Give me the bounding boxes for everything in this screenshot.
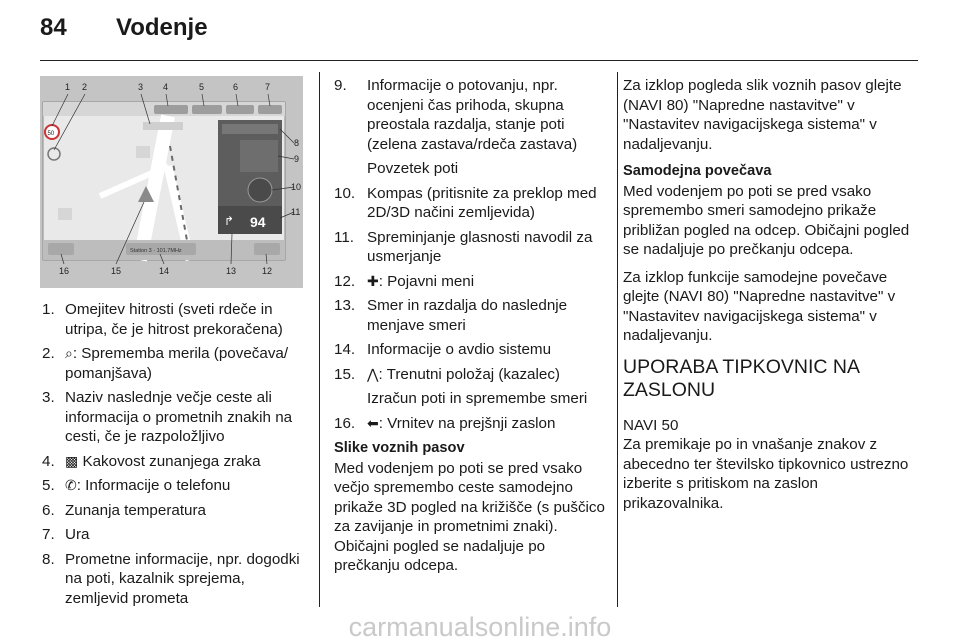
list-item: 16. ⬅: Vrnitev na prejšnji zaslon: [334, 414, 556, 432]
column-divider-1: [319, 72, 320, 607]
speed-limit-value: 50: [47, 131, 55, 137]
back-button[interactable]: [48, 243, 74, 255]
clock-icon: [258, 105, 282, 114]
paragraph: Med vodenjem po poti se pred vsako spremembo smeri samodejno prikaže približan pogled na odcep. Običajni pogled se nadaljuje po prečkanju odcepa.: [623, 182, 910, 258]
section-heading-lane-images: Slike voznih pasov: [334, 440, 465, 456]
popup-menu-button[interactable]: [254, 243, 280, 255]
list-item: 1. Omejitev hitrosti (sveti rdeče in utripa, če je hitrost prekoračena): [42, 301, 283, 338]
svg-text:8: 8: [294, 138, 300, 148]
column-divider-2: [617, 72, 618, 607]
list-item: 12. ✚: Pojavni meni: [334, 272, 475, 290]
traffic-info-bar: [222, 124, 278, 134]
svg-text:12: 12: [262, 266, 273, 276]
paragraph: Za izklop funkcije samodejne povečave glejte (NAVI 80) "Napredne nastavitve" v "Nastavitev navigacijskega sistema" v nadaljevanju.: [623, 268, 896, 344]
svg-text:14: 14: [159, 266, 170, 276]
compass-icon: [248, 178, 272, 202]
eta-distance-box: [240, 140, 278, 172]
list-item: 13. Smer in razdalja do naslednje menjave smeri: [334, 297, 568, 334]
next-road-name: [143, 122, 183, 130]
page-title: Vodenje: [116, 14, 208, 41]
watermark: carmanualsonline.info: [348, 612, 612, 642]
turn-arrow-icon: ↱: [224, 214, 235, 228]
zoom-icon: ⌕: [65, 345, 73, 361]
list-item: 6. Zunanja temperatura: [42, 501, 206, 519]
svg-text:7: 7: [265, 82, 271, 92]
list-item: 9. Informacije o potovanju, npr. ocenjeni čas prihoda, skupna preostala razdalja, stanje poti (zelena zastava/rdeča zastava) Povzetek poti: [334, 77, 578, 177]
svg-text:3: 3: [138, 82, 144, 92]
navigation-screen-figure: [40, 76, 303, 288]
paragraph: Za premikaje po in vnašanje znakov z abecedno ter številsko tipkovnico ustrezno izberite s pritiskom na zaslon prikazovalnika.: [623, 436, 909, 512]
svg-text:16: 16: [59, 266, 70, 276]
svg-text:2: 2: [82, 82, 88, 92]
list-item: 15. ⋀: Trenutni položaj (kazalec) Izračun poti in spremembe smeri: [334, 365, 588, 407]
list-item: 5. ✆: Informacije o telefonu: [42, 477, 231, 494]
legend-list-2: [334, 76, 606, 433]
section-heading-auto-zoom: Samodejna povečava: [623, 163, 772, 179]
turn-distance: 94: [250, 214, 266, 230]
column-2: [334, 76, 606, 584]
list-item: 11. Spreminjanje glasnosti navodil za usmerjanje: [334, 228, 593, 265]
list-item: 8. Prometne informacije, npr. dogodki na poti, kazalnik sprejema, zemljevid prometa: [42, 550, 300, 607]
svg-text:6: 6: [233, 82, 239, 92]
column-1: [42, 300, 310, 613]
temperature-icon: [226, 105, 254, 114]
navigation-screen-illustration: [40, 76, 303, 288]
phone-icon: [192, 105, 222, 114]
plus-icon: ✚: [367, 272, 379, 289]
audio-info-text: Station 3 · 101.7MHz: [130, 248, 182, 254]
subheading-navi-50: NAVI 50: [623, 416, 679, 434]
svg-text:5: 5: [199, 82, 205, 92]
svg-text:9: 9: [294, 154, 300, 164]
paragraph: Med vodenjem po poti se pred vsako večjo spremembo ceste samodejno prikaže 3D pogled na križišče (s puščico za zavijanje in prometnimi znaki). Običajni pogled se nadaljuje po prečkanju odcepa.: [334, 459, 605, 574]
svg-text:13: 13: [226, 266, 237, 276]
position-cursor-icon: ⋀: [367, 365, 379, 382]
paragraph: Za izklop pogleda slik voznih pasov glejte (NAVI 80) "Napredne nastavitve" v "Nastavitev navigacijskega sistema" v nadaljevanju.: [623, 77, 902, 153]
svg-text:11: 11: [291, 207, 301, 217]
page-number: 84: [40, 14, 67, 41]
phone-icon: ✆: [65, 477, 77, 493]
list-item: 4. ▩ Kakovost zunanjega zraka: [42, 452, 261, 470]
section-heading-keyboards: UPORABA TIPKOVNIC NA ZASLONU: [623, 355, 859, 401]
list-item: 2. ⌕: Sprememba merila (povečava/ pomanjšava): [42, 345, 289, 382]
column-3: [623, 76, 913, 521]
list-item: 10. Kompas (pritisnite za preklop med 2D/3D načini zemljevida): [334, 184, 597, 221]
lane-icon: [136, 146, 150, 158]
header-rule: [40, 60, 918, 61]
list-item: 7. Ura: [42, 526, 90, 543]
back-arrow-icon: ⬅: [367, 414, 379, 431]
air-quality-icon: [154, 105, 188, 114]
air-quality-icon: ▩: [65, 452, 79, 469]
svg-text:4: 4: [163, 82, 169, 92]
svg-text:15: 15: [111, 266, 122, 276]
list-item: 14. Informacije o avdio sistemu: [334, 341, 552, 358]
list-item: 3. Naziv naslednje večje ceste ali informacija o prometnih znakih na cesti, če je razpoložljivo: [42, 389, 293, 445]
svg-text:10: 10: [291, 182, 302, 192]
legend-list-1: [42, 300, 310, 608]
map-pin-icon: [58, 208, 72, 220]
svg-text:1: 1: [65, 82, 71, 92]
